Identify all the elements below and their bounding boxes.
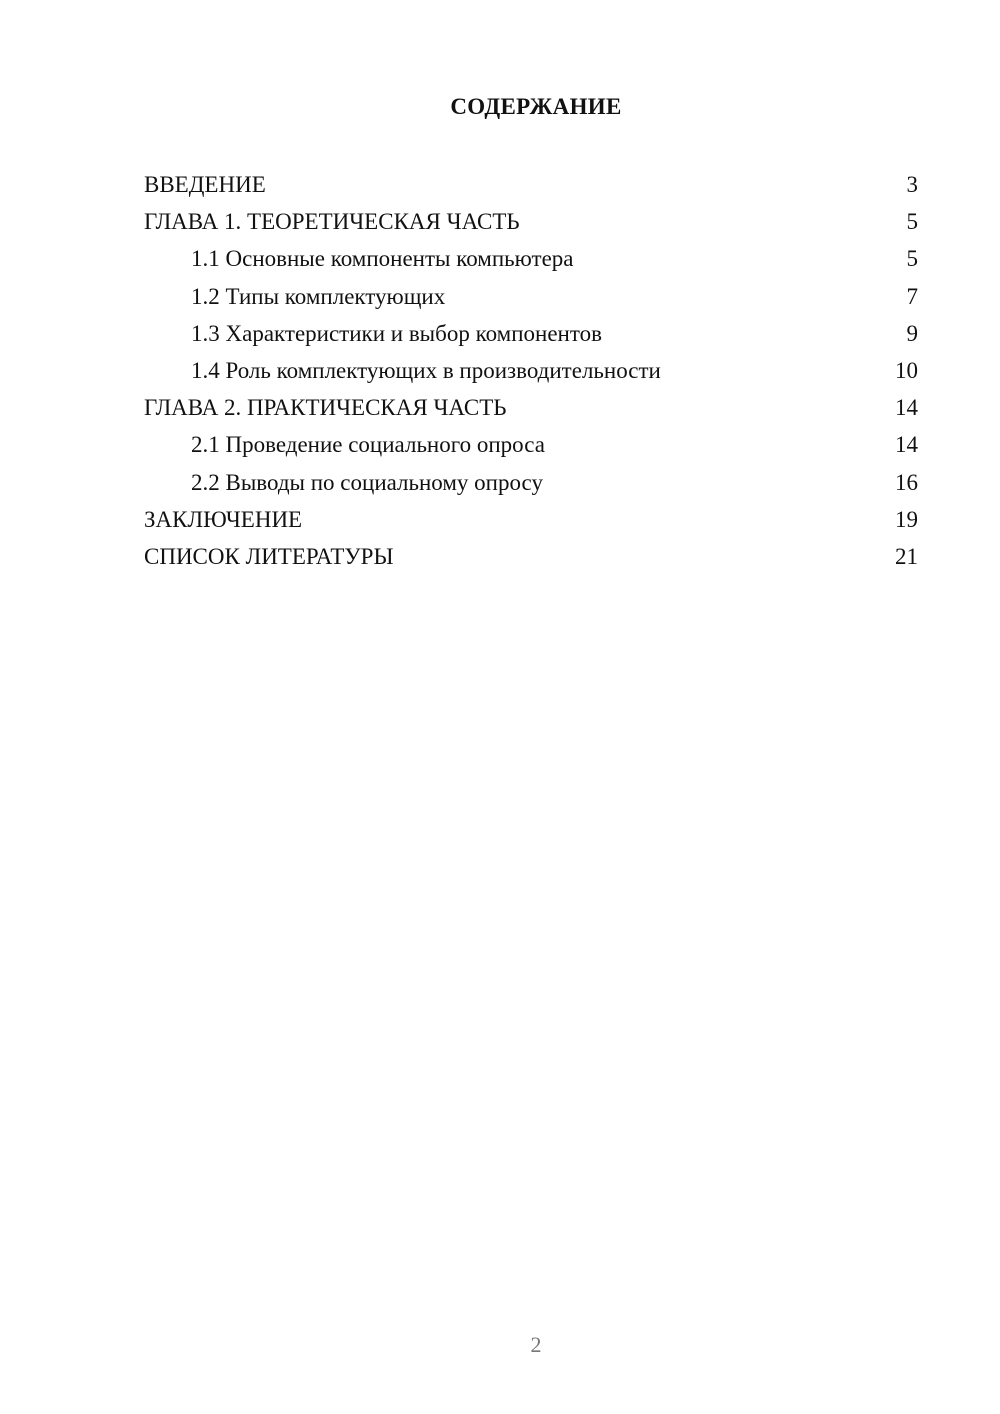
toc-entry-label: 2.1 Проведение социального опроса — [191, 432, 545, 458]
toc-entry-conclusion[interactable] — [144, 501, 918, 538]
toc-entry-label: 2.2 Выводы по социальному опросу — [191, 469, 543, 495]
toc-entry-page: 14 — [895, 395, 918, 421]
toc-entry-page: 16 — [895, 469, 918, 495]
table-of-contents — [144, 166, 918, 575]
toc-entry-page: 5 — [906, 246, 918, 272]
toc-entry-section-1-2[interactable] — [144, 278, 918, 315]
toc-entry-label: 1.2 Типы комплектующих — [191, 283, 446, 309]
toc-entry-page: 19 — [895, 506, 918, 532]
page-title: СОДЕРЖАНИЕ — [450, 94, 622, 119]
toc-entry-label: 1.3 Характеристики и выбор компонентов — [191, 320, 602, 346]
page-number: 2 — [530, 1332, 542, 1357]
toc-entry-section-1-3[interactable] — [144, 315, 918, 352]
toc-entry-label: ВВЕДЕНИЕ — [144, 172, 266, 197]
toc-entry-page: 10 — [895, 357, 918, 383]
toc-entry-label: ГЛАВА 2. ПРАКТИЧЕСКАЯ ЧАСТЬ — [144, 395, 507, 421]
toc-entry-chapter-2[interactable] — [144, 389, 918, 426]
toc-entry-page: 3 — [906, 172, 918, 197]
toc-entry-page: 21 — [895, 543, 918, 569]
toc-entry-bibliography[interactable] — [144, 538, 918, 575]
toc-entry-label: ЗАКЛЮЧЕНИЕ — [144, 506, 303, 532]
toc-entry-label: 1.4 Роль комплектующих в производительности — [191, 357, 661, 383]
toc-entry-page: 14 — [895, 432, 918, 458]
toc-entry-label: СПИСОК ЛИТЕРАТУРЫ — [144, 543, 394, 569]
toc-entry-section-1-1[interactable] — [144, 240, 918, 277]
toc-entry-page: 9 — [906, 320, 918, 346]
toc-entry-section-2-2[interactable] — [144, 464, 918, 501]
toc-entry-label: ГЛАВА 1. ТЕОРЕТИЧЕСКАЯ ЧАСТЬ — [144, 209, 520, 235]
toc-entry-chapter-1[interactable] — [144, 203, 918, 240]
toc-entry-page: 7 — [906, 283, 918, 309]
toc-entry-label: 1.1 Основные компоненты компьютера — [191, 246, 574, 272]
toc-entry-introduction[interactable] — [144, 166, 918, 203]
toc-entry-section-2-1[interactable] — [144, 426, 918, 463]
toc-entry-page: 5 — [906, 209, 918, 235]
toc-entry-section-1-4[interactable] — [144, 352, 918, 389]
